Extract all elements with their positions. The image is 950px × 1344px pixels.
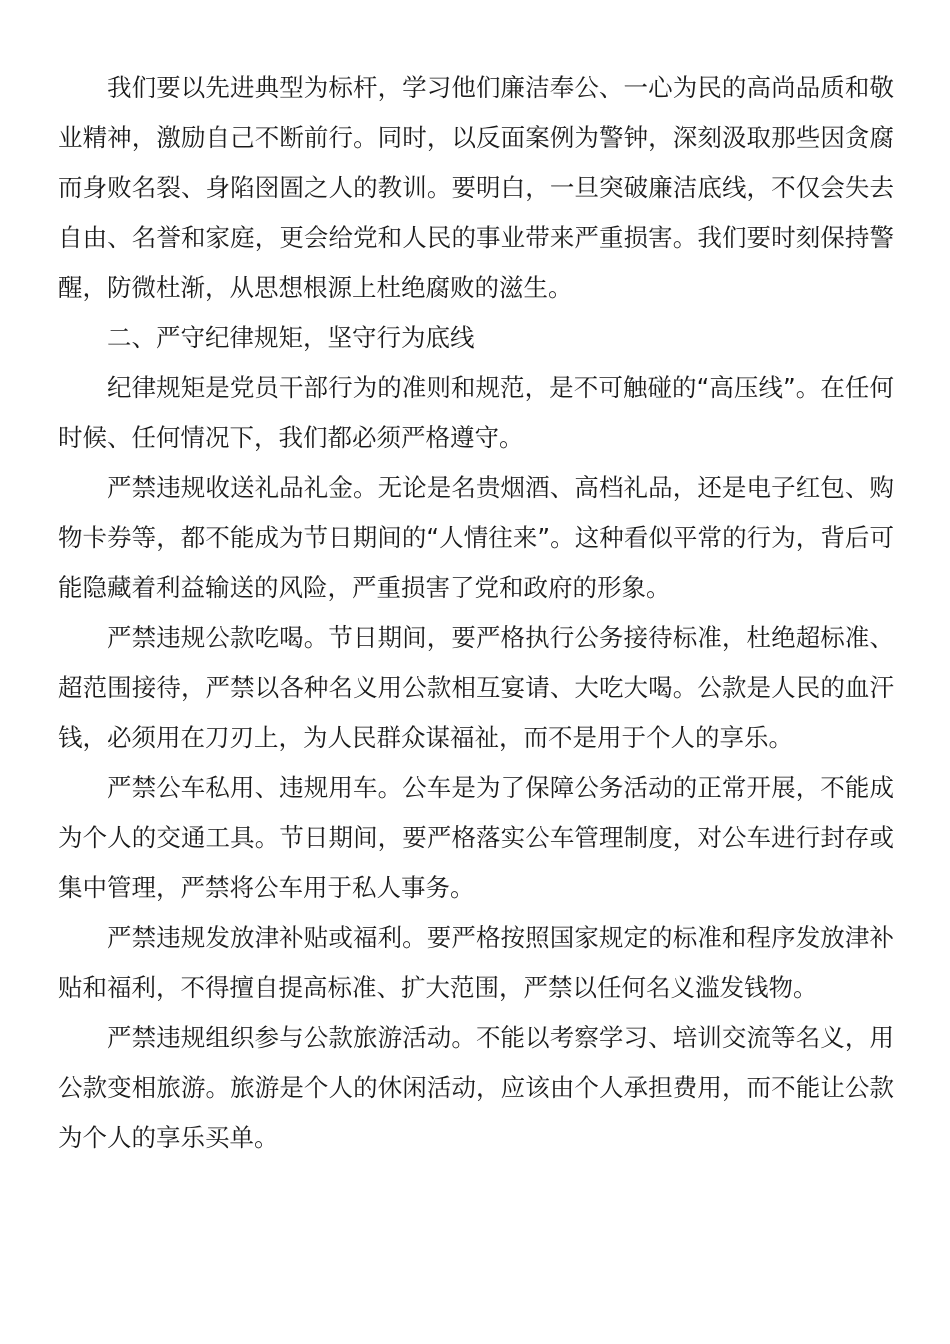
paragraph-banquet-ban: 严禁违规公款吃喝。节日期间，要严格执行公务接待标准，杜绝超标准、超范围接待，严禁以各种名义用公款相互宴请、大吃大喝。公款是人民的血汗钱，必须用在刀刃上，为人民群众谋福祉，而不是用于个人的享乐。 — [58, 623, 894, 752]
paragraph-discipline-intro: 纪律规矩是党员干部行为的准则和规范，是不可触碰的“高压线”。在任何时候、任何情况下，我们都必须严格遵守。 — [58, 373, 894, 452]
section-heading-discipline: 二、严守纪律规矩，坚守行为底线 — [107, 323, 475, 352]
paragraph-vehicle-ban: 严禁公车私用、违规用车。公车是为了保障公务活动的正常开展，不能成为个人的交通工具。节日期间，要严格落实公车管理制度，对公车进行封存或集中管理，严禁将公车用于私人事务。 — [58, 773, 894, 902]
paragraph-gifts-ban: 严禁违规收送礼品礼金。无论是名贵烟酒、高档礼品，还是电子红包、购物卡券等，都不能成为节日期间的“人情往来”。这种看似平常的行为，背后可能隐藏着利益输送的风险，严重损害了党和政府的形象。 — [58, 473, 894, 602]
paragraph-exemplars-and-warnings: 我们要以先进典型为标杆，学习他们廉洁奉公、一心为民的高尚品质和敬业精神，激励自己不断前行。同时，以反面案例为警钟，深刻汲取那些因贪腐而身败名裂、身陷囹圄之人的教训。要明白，一旦突破廉洁底线，不仅会失去自由、名誉和家庭，更会给党和人民的事业带来严重损害。我们要时刻保持警醒，防微杜渐，从思想根源上杜绝腐败的滋生。 — [58, 73, 894, 302]
paragraph-subsidy-ban: 严禁违规发放津补贴或福利。要严格按照国家规定的标准和程序发放津补贴和福利，不得擅自提高标准、扩大范围，严禁以任何名义滥发钱物。 — [58, 923, 894, 1002]
document-page — [58, 63, 894, 1163]
paragraph-travel-ban: 严禁违规组织参与公款旅游活动。不能以考察学习、培训交流等名义，用公款变相旅游。旅游是个人的休闲活动，应该由个人承担费用，而不能让公款为个人的享乐买单。 — [58, 1023, 894, 1152]
